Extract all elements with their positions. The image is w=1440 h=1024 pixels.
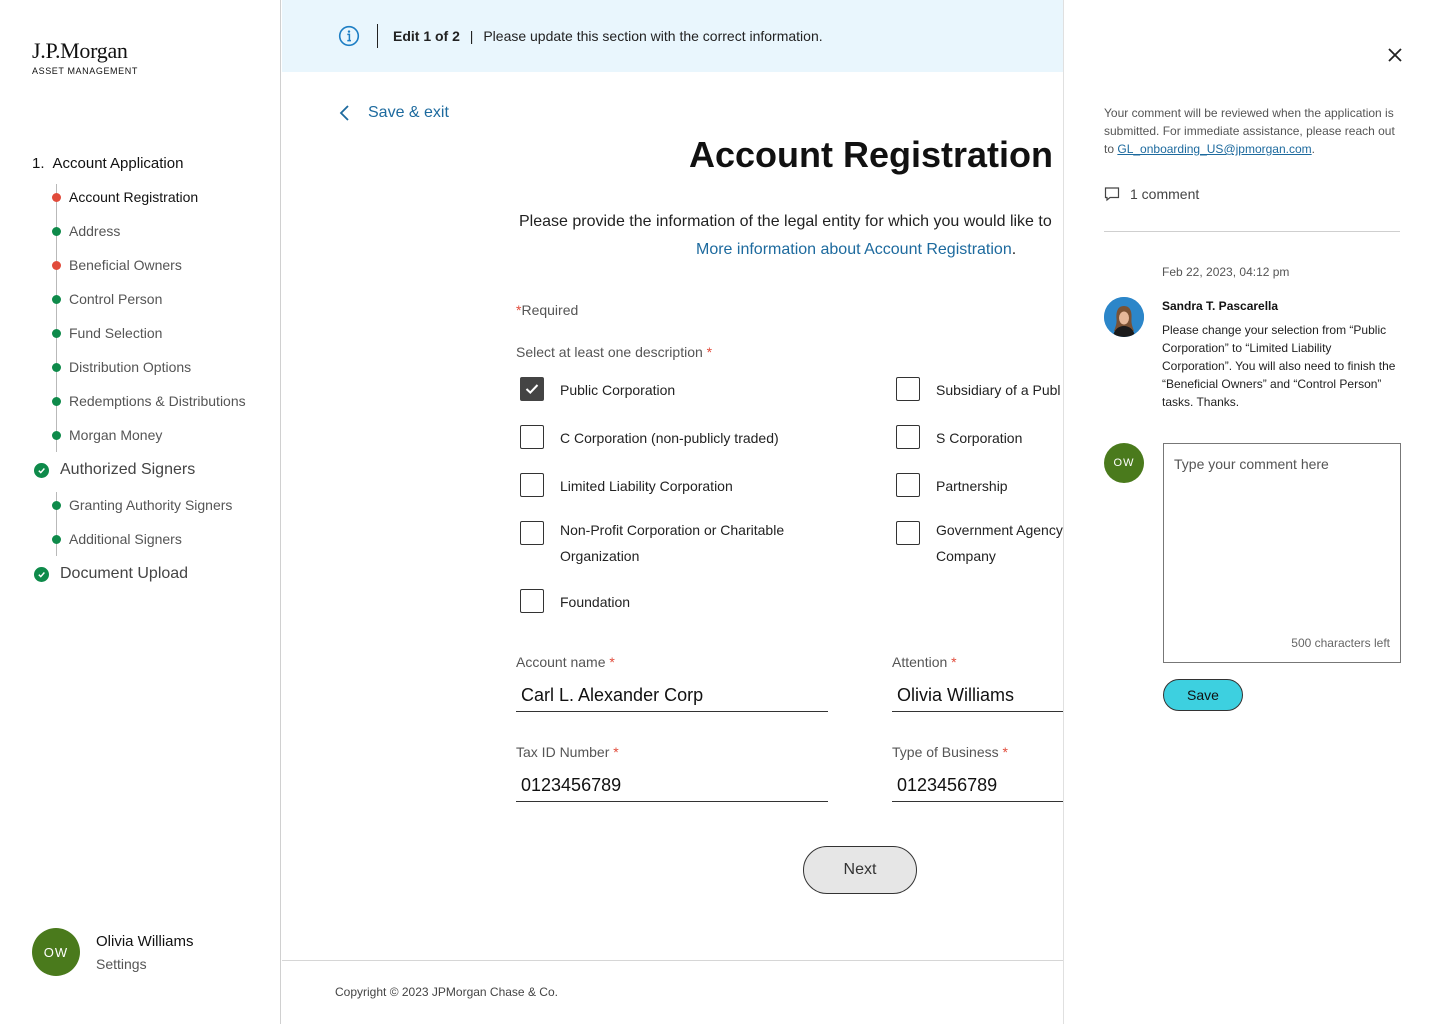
account-name-input[interactable]: Carl L. Alexander Corp (516, 678, 828, 712)
description-prompt-text: Select at least one description (516, 344, 703, 360)
main-content (282, 0, 1063, 1024)
checkbox-label-line1: Government Agency (936, 522, 1063, 538)
checkbox-non-profit[interactable] (520, 517, 784, 569)
checkbox-public-corporation[interactable] (520, 377, 675, 403)
status-dot-complete-icon (52, 363, 61, 372)
field-label-text: Account name (516, 654, 606, 670)
status-dot-incomplete-icon (52, 261, 61, 270)
info-icon (338, 25, 360, 47)
review-notice-end: . (1311, 142, 1315, 156)
application-nav (32, 152, 272, 592)
check-circle-icon (34, 463, 49, 478)
review-notice-text: Your comment will be reviewed when the application is submitted. For immediate assistance, please reach out to (1104, 106, 1395, 156)
checkbox-label (560, 517, 784, 569)
checkbox-box[interactable] (520, 521, 544, 545)
comments-panel (1063, 0, 1440, 1024)
user-name: Olivia Williams (96, 932, 194, 950)
nav-item-label: Additional Signers (69, 531, 182, 547)
comment-author: Sandra T. Pascarella (1162, 299, 1279, 313)
nav-item-label: Distribution Options (69, 359, 192, 375)
checkbox-label: Public Corporation (560, 382, 676, 398)
comment-count (1104, 186, 1199, 202)
save-exit-link[interactable] (338, 104, 449, 122)
status-dot-complete-icon (52, 535, 61, 544)
status-dot-complete-icon (52, 295, 61, 304)
nav-item-distribution-options[interactable] (56, 350, 272, 384)
required-star: * (609, 654, 615, 670)
edit-counter: Edit 1 of 2 (393, 28, 460, 44)
checkbox-label: S Corporation (936, 430, 1023, 446)
more-info (696, 241, 1016, 259)
page-title: Account Registration (689, 134, 1054, 175)
commenter-avatar (1104, 297, 1144, 337)
nav-item-label: Granting Authority Signers (69, 497, 233, 513)
attention-input[interactable]: Olivia Williams (892, 678, 1063, 712)
comment-timestamp: Feb 22, 2023, 04:12 pm (1162, 265, 1290, 279)
nav-item-label: Control Person (69, 291, 163, 307)
checkbox-label (936, 517, 1063, 569)
required-star: * (1002, 744, 1008, 760)
required-label: Required (521, 302, 579, 318)
review-notice (1104, 104, 1404, 158)
checkbox-llc[interactable] (520, 473, 733, 499)
comment-body: Please change your selection from “Public Corporation” to “Limited Liability Corporation”. You will also need to finish the “Beneficial Owners” and “Control Person” tasks. Thanks. (1162, 323, 1396, 409)
chevron-left-icon (338, 104, 352, 122)
support-email-link[interactable]: GL_onboarding_US@jpmorgan.com (1117, 142, 1312, 156)
checkbox-s-corporation[interactable] (896, 425, 1022, 451)
status-dot-complete-icon (52, 397, 61, 406)
nav-item-label: Beneficial Owners (69, 257, 182, 273)
nav-item-account-registration[interactable] (56, 180, 272, 214)
nav-item-redemptions-distributions[interactable] (56, 384, 272, 418)
next-button[interactable]: Next (803, 846, 917, 894)
checkbox-box[interactable] (896, 377, 920, 401)
comment-count-label: 1 comment (1130, 186, 1200, 202)
checkbox-box[interactable] (896, 473, 920, 497)
checkbox-box[interactable] (520, 473, 544, 497)
field-label (516, 744, 828, 762)
checkbox-checked-icon[interactable] (520, 377, 544, 401)
status-dot-complete-icon (52, 227, 61, 236)
comment-bubble-icon (1104, 186, 1120, 202)
checkbox-label-line2: Organization (560, 548, 640, 564)
nav-section-account-application[interactable] (32, 152, 272, 174)
section-label: Document Upload (60, 565, 189, 582)
checkbox-label: C Corporation (non-publicly traded) (560, 430, 779, 446)
nav-item-fund-selection[interactable] (56, 316, 272, 350)
checkbox-label-line2: Company (936, 548, 996, 564)
nav-item-label: Morgan Money (69, 427, 163, 443)
type-of-business-input[interactable]: 0123456789 (892, 768, 1063, 802)
account-name-field (516, 654, 828, 712)
checkbox-c-corporation[interactable] (520, 425, 779, 451)
more-info-link[interactable]: More information about Account Registration (696, 241, 1012, 258)
save-exit-label: Save & exit (368, 104, 449, 121)
checkbox-government-agency[interactable] (896, 517, 1063, 569)
required-note (516, 302, 578, 318)
nav-section-document-upload[interactable] (32, 556, 272, 592)
required-star: * (706, 344, 713, 360)
check-circle-icon (34, 567, 49, 582)
checkbox-partnership[interactable] (896, 473, 1008, 499)
status-dot-incomplete-icon (52, 193, 61, 202)
tax-id-field (516, 744, 828, 802)
logo-wordmark: J.P.Morgan (32, 38, 128, 63)
banner-text (393, 28, 823, 44)
required-star: * (613, 744, 619, 760)
nav-item-morgan-money[interactable] (56, 418, 272, 452)
tax-id-input[interactable]: 0123456789 (516, 768, 828, 802)
checkbox-box[interactable] (896, 425, 920, 449)
status-dot-complete-icon (52, 501, 61, 510)
checkbox-label: Limited Liability Corporation (560, 478, 733, 494)
nav-item-label: Fund Selection (69, 325, 163, 341)
footer-divider (282, 960, 1063, 961)
nav-item-control-person[interactable] (56, 282, 272, 316)
field-label-text: Tax ID Number (516, 744, 610, 760)
required-star: * (951, 654, 957, 670)
checkbox-foundation[interactable] (520, 589, 630, 615)
nav-item-beneficial-owners[interactable] (56, 248, 272, 282)
copyright-text: Copyright © 2023 JPMorgan Chase & Co. (335, 985, 558, 999)
checkbox-label-line1: Non-Profit Corporation or Charitable (560, 522, 785, 538)
user-profile[interactable] (32, 928, 194, 976)
save-comment-button[interactable]: Save (1163, 679, 1243, 711)
status-dot-complete-icon (52, 431, 61, 440)
nav-item-granting-authority-signers[interactable] (56, 488, 272, 522)
banner-divider (377, 24, 378, 48)
jpmorgan-logo[interactable] (32, 38, 138, 76)
nav-item-label: Account Registration (69, 189, 199, 205)
checkbox-label: Subsidiary of a Publ (936, 382, 1061, 398)
comment-input[interactable] (1164, 444, 1400, 624)
field-label (892, 654, 1063, 672)
settings-link[interactable]: Settings (96, 955, 147, 972)
description-prompt (516, 344, 712, 360)
checkbox-box[interactable] (520, 589, 544, 613)
type-of-business-field (892, 744, 1063, 802)
close-icon[interactable] (1386, 46, 1404, 64)
section-label: Account Application (52, 154, 184, 172)
attention-field (892, 654, 1063, 712)
edit-banner (282, 0, 1063, 72)
authorized-signers-steps (56, 488, 272, 556)
avatar: OW (1104, 443, 1144, 483)
account-application-steps (56, 180, 272, 452)
checkbox-subsidiary[interactable] (896, 377, 1061, 403)
field-label-text: Attention (892, 654, 948, 670)
nav-item-additional-signers[interactable] (56, 522, 272, 556)
comment-box (1163, 443, 1401, 663)
field-label (892, 744, 1063, 762)
banner-pipe: | (469, 28, 474, 44)
sidebar (0, 0, 281, 1024)
nav-section-authorized-signers[interactable] (32, 452, 272, 488)
field-label-text: Type of Business (892, 744, 999, 760)
more-info-period: . (1011, 241, 1017, 258)
panel-divider (1104, 231, 1400, 232)
checkbox-label: Foundation (560, 594, 631, 610)
intro-text: Please provide the information of the legal entity for which you would like to (519, 213, 1052, 230)
nav-item-address[interactable] (56, 214, 272, 248)
status-dot-complete-icon (52, 329, 61, 338)
section-label: Authorized Signers (60, 461, 196, 478)
section-number: 1. (32, 154, 45, 172)
field-label (516, 654, 828, 672)
avatar: OW (32, 928, 80, 976)
character-counter: 500 characters left (1291, 636, 1390, 650)
nav-item-label: Redemptions & Distributions (69, 393, 246, 409)
checkbox-label: Partnership (936, 478, 1008, 494)
nav-item-label: Address (69, 223, 121, 239)
required-star: * (516, 302, 522, 318)
banner-message: Please update this section with the correct information. (483, 28, 823, 44)
checkbox-box[interactable] (520, 425, 544, 449)
logo-subtitle: ASSET MANAGEMENT (32, 66, 138, 76)
checkbox-box[interactable] (896, 521, 920, 545)
